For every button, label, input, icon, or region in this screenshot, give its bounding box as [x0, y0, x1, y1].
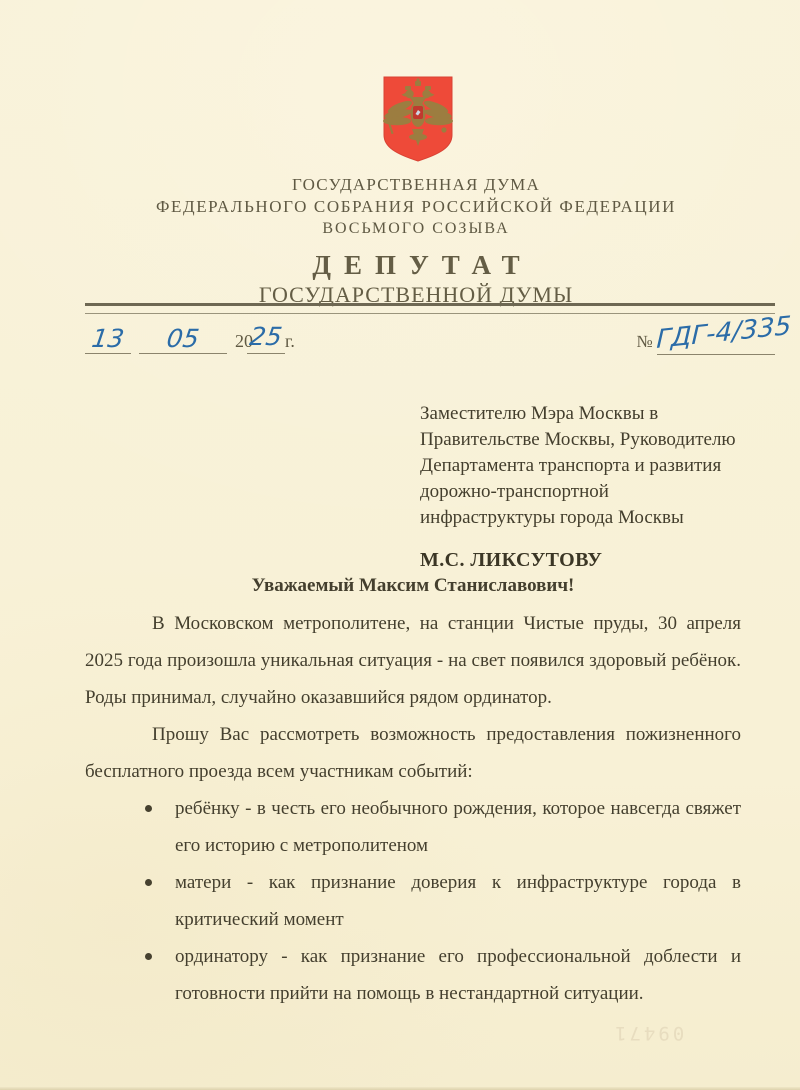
bullet-item-doctor — [143, 938, 741, 1012]
recipient-line: Правительстве Москвы, Руководителю — [420, 429, 736, 450]
number-sign-label: № — [636, 332, 653, 351]
printed-century: 20 — [235, 331, 253, 351]
bullet-text: матери - как признание доверия к инфраструктуре города в критический момент — [175, 872, 741, 930]
body-paragraph-2: Прошу Вас рассмотреть возможность предоставления пожизненного бесплатного проезда всем участникам событий: — [85, 724, 741, 782]
bleed-through-form-number: 09471 — [612, 1022, 685, 1044]
salutation: Уважаемый Максим Станиславович! — [251, 575, 575, 596]
coat-of-arms-emblem — [380, 74, 456, 164]
recipient-line: дорожно-транспортной — [420, 481, 609, 502]
outgoing-number-field — [655, 311, 792, 355]
letterhead-convocation: ВОСЬМОГО СОЗЫВА — [322, 220, 510, 237]
date-group — [85, 324, 295, 354]
bullet-item-mother — [143, 864, 741, 938]
request-bullet-list — [85, 790, 741, 1012]
date-month-field — [139, 324, 227, 354]
handwritten-outgoing-number: ГДГ-4/335 — [655, 311, 792, 355]
letterhead-divider-rule — [85, 303, 775, 314]
bullet-dot-icon — [145, 805, 152, 812]
letter-body — [85, 574, 741, 1012]
bullet-text: ординатору - как признание его профессиональной доблести и готовности прийти на помощь в нестандартной ситуации. — [175, 946, 741, 1004]
recipient-block — [420, 401, 752, 573]
date-day-field — [85, 324, 131, 354]
handwritten-month: 05 — [165, 324, 201, 353]
letterhead-title-deputy: ДЕПУТАТ — [312, 250, 533, 280]
bullet-dot-icon — [145, 953, 152, 960]
recipient-line: Департамента транспорта и развития — [420, 455, 722, 476]
handwritten-day: 13 — [90, 324, 126, 353]
date-year-field — [247, 324, 285, 354]
recipient-line: Заместителю Мэра Москвы в — [420, 403, 659, 424]
bullet-text: ребёнку - в честь его необычного рождения, которое навсегда свяжет его историю с метрополитеном — [175, 798, 741, 856]
body-paragraph-1: В Московском метрополитене, на станции Чистые пруды, 30 апреля 2025 года произошла уникальная ситуация - на свет появился здоровый ребёнок. Роды принимал, случайно оказавшийся рядом ординатор. — [85, 613, 741, 708]
letterhead — [0, 174, 800, 308]
bullet-item-child — [143, 790, 741, 864]
number-group — [636, 311, 792, 355]
date-number-line — [85, 311, 792, 364]
printed-year-suffix: г. — [285, 331, 295, 351]
letterhead-org-line1: ГОСУДАРСТВЕННАЯ ДУМА — [292, 175, 540, 194]
handwritten-year: 25 — [248, 322, 284, 351]
letterhead-subtitle-duma: ГОСУДАРСТВЕННОЙ ДУМЫ — [258, 282, 574, 307]
recipient-name: М.С. ЛИКСУТОВУ — [420, 549, 603, 571]
recipient-line: инфраструктуры города Москвы — [420, 507, 684, 528]
bullet-dot-icon — [145, 879, 152, 886]
letterhead-org-line2: ФЕДЕРАЛЬНОГО СОБРАНИЯ РОССИЙСКОЙ ФЕДЕРАЦИИ — [155, 197, 677, 216]
